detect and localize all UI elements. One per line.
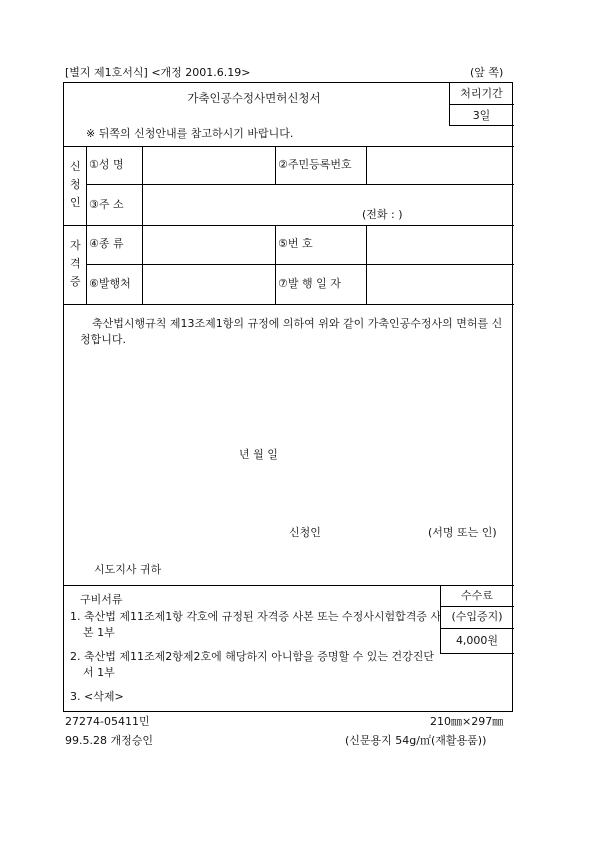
issuer-label: ⑥발행처 (89, 277, 131, 290)
resident-number-field[interactable] (368, 149, 512, 182)
issuer-field[interactable] (144, 267, 273, 302)
resident-number-label: ②주민등록번호 (278, 158, 352, 171)
phone-label: (전화 : ) (362, 208, 403, 221)
address-label: ③주 소 (89, 198, 124, 211)
notice-text: ※ 뒤쪽의 신청안내를 참고하시기 바랍니다. (86, 127, 294, 140)
license-kind-label: ④종 류 (89, 237, 124, 250)
address-field[interactable] (144, 187, 512, 209)
document-item: 2. 축산법 제11조제2항제2호에 해당하지 아니함을 증명할 수 있는 건강진단서 1부 (70, 650, 434, 679)
processing-period-value: 3일 (472, 109, 491, 122)
document-item: 3. <삭제> (70, 690, 124, 703)
applicant-section-char: 인 (70, 196, 81, 209)
fee-stamp-label: (수입증지) (451, 610, 503, 623)
form-number: [별지 제1호서식] <개정 2001.6.19> (65, 66, 251, 79)
processing-period-label: 처리기간 (460, 87, 503, 100)
date-line: 년 월 일 (239, 448, 278, 461)
license-kind-field[interactable] (144, 228, 273, 262)
addressee: 시도지사 귀하 (94, 563, 162, 576)
document-item: 1. 축산법 제11조제1항 각호에 규정된 자격증 사본 또는 수정사시험합격증 사본 1부 (70, 610, 442, 639)
approval-date: 99.5.28 개정승인 (65, 734, 153, 747)
license-number-label: ⑤번 호 (278, 237, 313, 250)
applicant-label: 신청인 (289, 526, 321, 539)
page-side: (앞 쪽) (470, 66, 504, 79)
license-number-field[interactable] (368, 228, 512, 262)
form-title: 가축인공수정사면허신청서 (187, 91, 321, 105)
applicant-section-char: 청 (70, 178, 81, 191)
issue-date-field[interactable] (368, 267, 512, 302)
signature-label: (서명 또는 인) (428, 526, 497, 539)
name-field[interactable] (144, 149, 273, 182)
license-section-char: 증 (70, 275, 81, 288)
license-section-char: 자 (70, 239, 81, 252)
paper-spec: (신문용지 54g/㎡(재활용품)) (345, 734, 487, 747)
form-code: 27274-05411민 (65, 715, 150, 728)
license-section-char: 격 (70, 257, 81, 270)
issue-date-label: ⑦발 행 일 자 (278, 277, 341, 290)
name-label: ①성 명 (89, 158, 124, 171)
documents-title: 구비서류 (80, 593, 123, 606)
applicant-section-char: 신 (70, 160, 81, 173)
application-statement: 축산법시행규칙 제13조제1항의 규정에 의하여 위와 같이 가축인공수정사의 면허를 신청합니다. (80, 317, 503, 346)
fee-amount: 4,000원 (455, 634, 499, 647)
paper-size: 210㎜×297㎜ (430, 715, 504, 728)
fee-title: 수수료 (461, 589, 493, 602)
application-form (63, 82, 513, 712)
